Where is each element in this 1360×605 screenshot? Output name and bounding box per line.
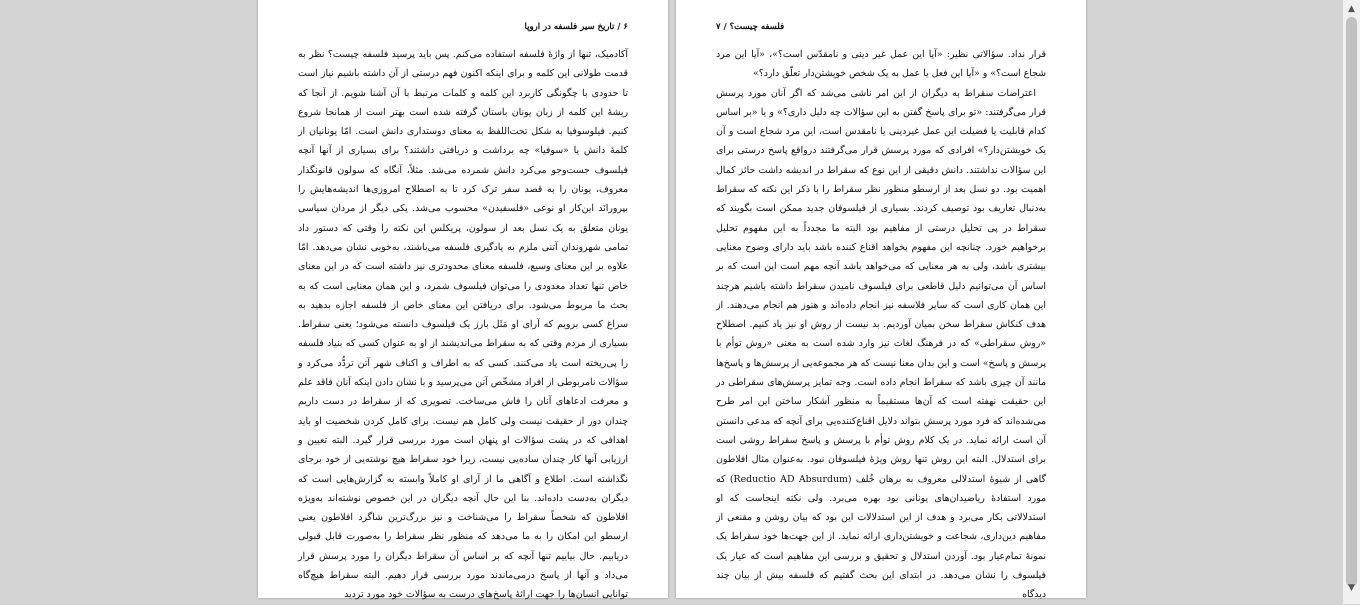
book-page-6 bbox=[258, 0, 668, 601]
paragraph: قرار نداد. سؤالاتی نظیر: «آیا این عمل غیر دینی و نامقدّس است؟»، «آیا این مرد شجاع است؟» و «آیا این فعل یا عمل به یک شخص خویشتن‌دار تعلّق دارد؟» bbox=[716, 49, 1046, 80]
vertical-scrollbar[interactable] bbox=[1343, 0, 1360, 604]
book-page-7 bbox=[676, 0, 1086, 601]
scroll-up-arrow-icon[interactable]: ▲ bbox=[1348, 3, 1355, 14]
paragraph: اعتراضات سقراط به دیگران از این امر ناشی می‌شد که اگر آنان مورد پرسش قرار می‌گرفتند: «تو برای پاسخ گفتن به این سؤالات چه دلیل داری؟» و یا «بر اساس کدام قابلیت یا فضیلت این عمل غیردینی یا نامقدس است، این مرد شجاع است و آن یک خویشتن‌دار؟» افرادی که مورد پرسش قرار می‌گرفتند درواقع پاسخ درستی برای این سؤالات نداشتند. دانش دقیقی از این نوع که سقراط در اندیشه داشت حائز کمال اهمیت بود. دو نسل بعد از ارسطو منظور نظر سقراط را با ذکر این نکته که سقراط به‌دنبال تعاریف بود توصیف کردند. بسیاری از فیلسوفان جدید ممکن است بگویند که سقراط در پی تحلیل درستی از مفاهیم بود البته ما مجدداً به این مفهوم تحلیل برخواهیم خورد. چنانچه این مفهوم بخواهد اقناع کننده باشد باید دارای وضوح معنایی بیشتری باشد، ولی به هر معنایی که می‌خواهد باشد آنچه مهم است این است که بر اساس آن می‌توانیم دلیل قاطعی برای فیلسوف نامیدن سقراط داشته باشیم هرچند این همان کاری است که سایر فلاسفه نیز انجام داده‌اند و هنوز هم انجام می‌دهند. از هدف کنکاش سقراط سخن بمیان آوردیم. بد نیست از روش او نیز یاد کنیم. اصطلاح «روش سقراطی» که در فرهنگ لغات نیز وارد شده است به معنی «روش توأم با پرسش و پاسخ» است و این بدان معنا نیست که هر مجموعه‌یی از پرسش‌ها و پاسخ‌ها مانند آن چیزی باشد که سقراط انجام داده است. وجه تمایز پرسش‌های سقراطی در این حقیقت نهفته است که آن‌ها مستقیماً به منظور آشکار ساختن این امر طرح می‌شده‌اند که فرد مورد پرسش بتواند دلایل اقناع‌کننده‌یی برای آنچه که مدعی دانستن آن است ارائه نماید. در یک کلام روش توأم با پرسش و پاسخ سقراط روشی است برای استدلال. البته این روش تنها روش ویژهٔ فیلسوفان نبود. به‌عنوان مثال افلاطون گاهی از شیوهٔ استدلالی معروف به برهان خُلف (Reductio AD Absurdum) که مورد استفادهٔ ریاضیدان‌های یونانی بود بهره می‌برد. ولی نکته اینجاست که او استدلالاتی بکار می‌برد و هدف از این استدلالات این بود که بیان روشن و مقنعی از مفاهیم دین‌داری، شجاعت و خویشتن‌داری ارائه نماید. از این جهت‌ها خود سقراط یک نمونهٔ تمام‌عیار بود. آوردن استدلال و تحقیق و بررسی این مفاهیم است که عیار یک فیلسوف را نشان می‌دهد. در ابتدای این بحث گفتیم که فلسفه بیش از بیان چند دیدگاه bbox=[716, 87, 1046, 601]
running-header bbox=[716, 22, 1046, 36]
page-text bbox=[716, 45, 1046, 601]
running-header-text: فلسفه چیست؟ / ۷ bbox=[716, 22, 785, 32]
page-text bbox=[298, 45, 628, 601]
scrollbar-thumb[interactable] bbox=[1346, 17, 1357, 587]
running-header: ۶ / تاریخ سیر فلسفه در اروپا bbox=[524, 22, 628, 32]
paragraph: آکادمیک، تنها از واژهٔ فلسفه استفاده می‌کنم. پس باید پرسید فلسفه چیست؟ نظر به قدمت طولانی این کلمه و برای اینکه اکنون فهم درستی از آن داشته باشیم نیاز است تا حدودی با چگونگی کاربرد این کلمه و کلمات مرتبط با آن آشنا شویم. از آنجا که ریشهٔ این کلمه از زبان یونان باستان گرفته شده است بهتر است از همانجا شروع کنیم. فیلوسوفیا به شکل تحت‌اللفظ به معنای دوستداری دانش است. امّا یونانیان از کلمهٔ دانش یا «سوفیا» چه برداشت و دریافتی داشتند؟ برای بسیاری از آنها آنچه فیلسوف جست‌وجو می‌کرد دانش شمرده می‌شد. مثلاً، آنگاه که سولون قانونگذار معروف، یونان را به قصد سفر ترک کرد تا به اصطلاح امروزی‌ها اندیشه‌هایش را بپرورانَد این‌کار او نوعی «فلسفیدن» محسوب می‌شد. یکی دیگر از مردان سیاسی یونان متعلق به یک نسل بعد از سولون، پریکلس این نکته را وقتی که دستور داد تمامی شهروندان آتنی ملزم به یادگیری فلسفه می‌باشند، به‌خوبی نشان می‌دهد. امّا علاوه بر این معنای وسیع، فلسفه معنای محدودتری نیز داشته است که در این معنای خاص تنها تعداد معدودی را می‌توان فیلسوف شمرد، و این همان معنایی است که به بحث ما مربوط می‌شود. برای دریافتن این معنای خاص از فلسفه اجازه بدهید به سراغ کسی برویم که آرای او مَثَل بارز یک فیلسوف دانسته می‌شود؛ یعنی سقراط. بسیاری از مردم وقتی که به سقراط می‌اندیشند از او به عنوان کسی که بنیاد فلسفه را پی‌ریخته است یاد می‌کنند. کسی که به اطراف و اکناف شهر آتن تردُّد می‌کرد و سؤالات نامربوطی از افراد مشخّص آتن می‌پرسید و با نشان دادن اینکه آنان فاقد علم و معرفت ادعاهای آنان را فاش می‌ساخت. تصویری که از سقراط در دست داریم چندان دور از حقیقت نیست ولی کامل هم نیست. برای کامل کردن شخصیت او باید اهدافی که در پشت سؤالات او پنهان است مورد بررسی قرار گیرد. البته تعیین و ارزیابی آنها کار چندان ساده‌یی نیست، زیرا خود سقراط هیچ نوشته‌یی از خود برجای نگذاشته است. اطلاع و آگاهی ما از آرای او کاملاً وابسته به گزارش‌هایی است که دیگران به‌دست داده‌اند. بنا این حال آنچه دیگران در این خصوص نوشته‌اند به‌ویژه افلاطون که شخصاً سقراط را می‌شناخت و نیز بزرگ‌ترین شاگرد افلاطون یعنی ارسطو این امکان را به ما می‌دهد که منظور نظر سقراط را به‌صورت قابل قبولی دریابیم. حال بیاییم تنها آنچه که بر اساس آن سقراط دیگران را مورد پرسش قرار می‌داد و آنها از پاسخ درمی‌ماندند مورد بررسی قرار دهیم. البته سقراط هیچ‌گاه توانایی انسان‌ها را جهت ارائهٔ پاسخ‌های درست به سؤالات خود مورد تردید bbox=[298, 49, 628, 601]
scroll-down-arrow-icon[interactable]: ▼ bbox=[1348, 582, 1355, 593]
